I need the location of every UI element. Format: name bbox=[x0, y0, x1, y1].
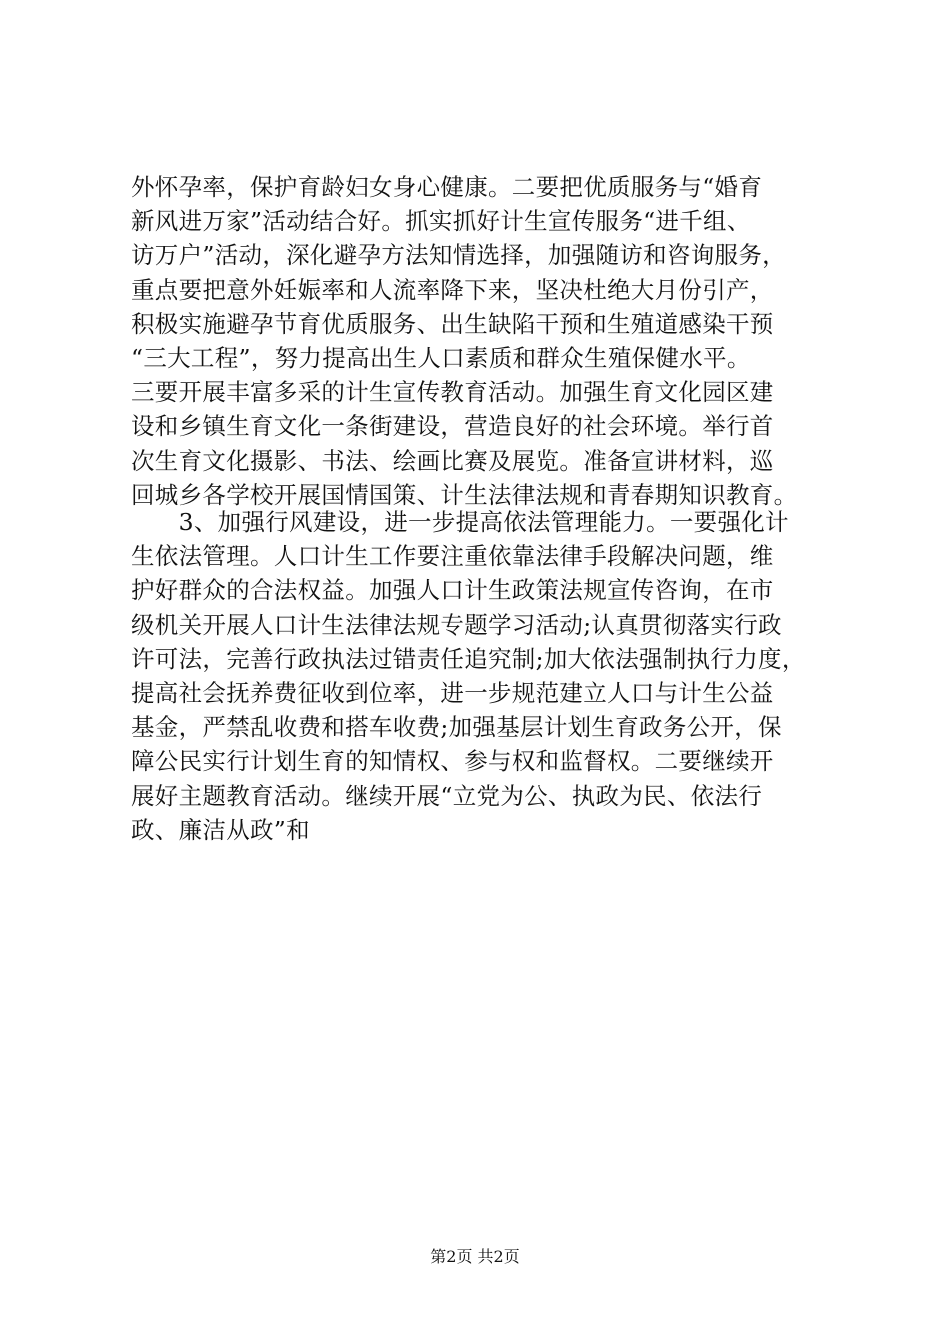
paragraph-2 bbox=[131, 505, 851, 847]
paragraph-line: 基金，严禁乱收费和搭车收费;加强基层计划生育政务公开，保 bbox=[131, 713, 782, 742]
paragraph-line: 级机关开展人口计生法律法规专题学习活动;认真贯彻落实行政 bbox=[131, 610, 782, 639]
paragraph-line: 访万户”活动，深化避孕方法知情选择，加强随访和咨询服务， bbox=[131, 241, 786, 270]
paragraph-line: 展好主题教育活动。继续开展“立党为公、执政为民、依法行 bbox=[131, 781, 763, 810]
paragraph-line: 新风进万家”活动结合好。抓实抓好计生宣传服务“进千组、 bbox=[131, 207, 751, 236]
paragraph-line: 外怀孕率，保护育龄妇女身心健康。二要把优质服务与“婚育 bbox=[131, 173, 763, 201]
paragraph-line: 3、加强行风建设，进一步提高依法管理能力。一要强化计 bbox=[131, 508, 789, 536]
paragraph-line: 设和乡镇生育文化一条街建设，营造良好的社会环境。举行首 bbox=[131, 412, 774, 441]
paragraph-line: 政、廉洁从政”和 bbox=[131, 815, 310, 844]
paragraph-line: 三要开展丰富多采的计生宣传教育活动。加强生育文化园区建 bbox=[131, 378, 774, 407]
paragraph-line: 提高社会抚养费征收到位率，进一步规范建立人口与计生公益 bbox=[131, 679, 774, 708]
paragraph-line: 障公民实行计划生育的知情权、参与权和监督权。二要继续开 bbox=[131, 747, 774, 776]
paragraph-line: 回城乡各学校开展国情国策、计生法律法规和青春期知识教育。 bbox=[131, 480, 798, 509]
paragraph-line: 许可法，完善行政执法过错责任追究制;加大依法强制执行力度， bbox=[131, 644, 806, 673]
page-number-footer: 第2页 共2页 bbox=[430, 1247, 520, 1266]
paragraph-line: 积极实施避孕节育优质服务、出生缺陷干预和生殖道感染干预 bbox=[131, 309, 774, 338]
paragraph-line: 生依法管理。人口计生工作要注重依靠法律手段解决问题，维 bbox=[131, 542, 774, 571]
paragraph-1 bbox=[131, 170, 851, 512]
paragraph-line: 次生育文化摄影、书法、绘画比赛及展览。准备宣讲材料，巡 bbox=[131, 446, 774, 475]
paragraph-line: 重点要把意外妊娠率和人流率降下来，坚决杜绝大月份引产， bbox=[131, 275, 774, 304]
paragraph-line: 护好群众的合法权益。加强人口计生政策法规宣传咨询，在市 bbox=[131, 576, 774, 605]
paragraph-line: “三大工程”，努力提高出生人口素质和群众生殖保健水平。 bbox=[131, 344, 751, 373]
